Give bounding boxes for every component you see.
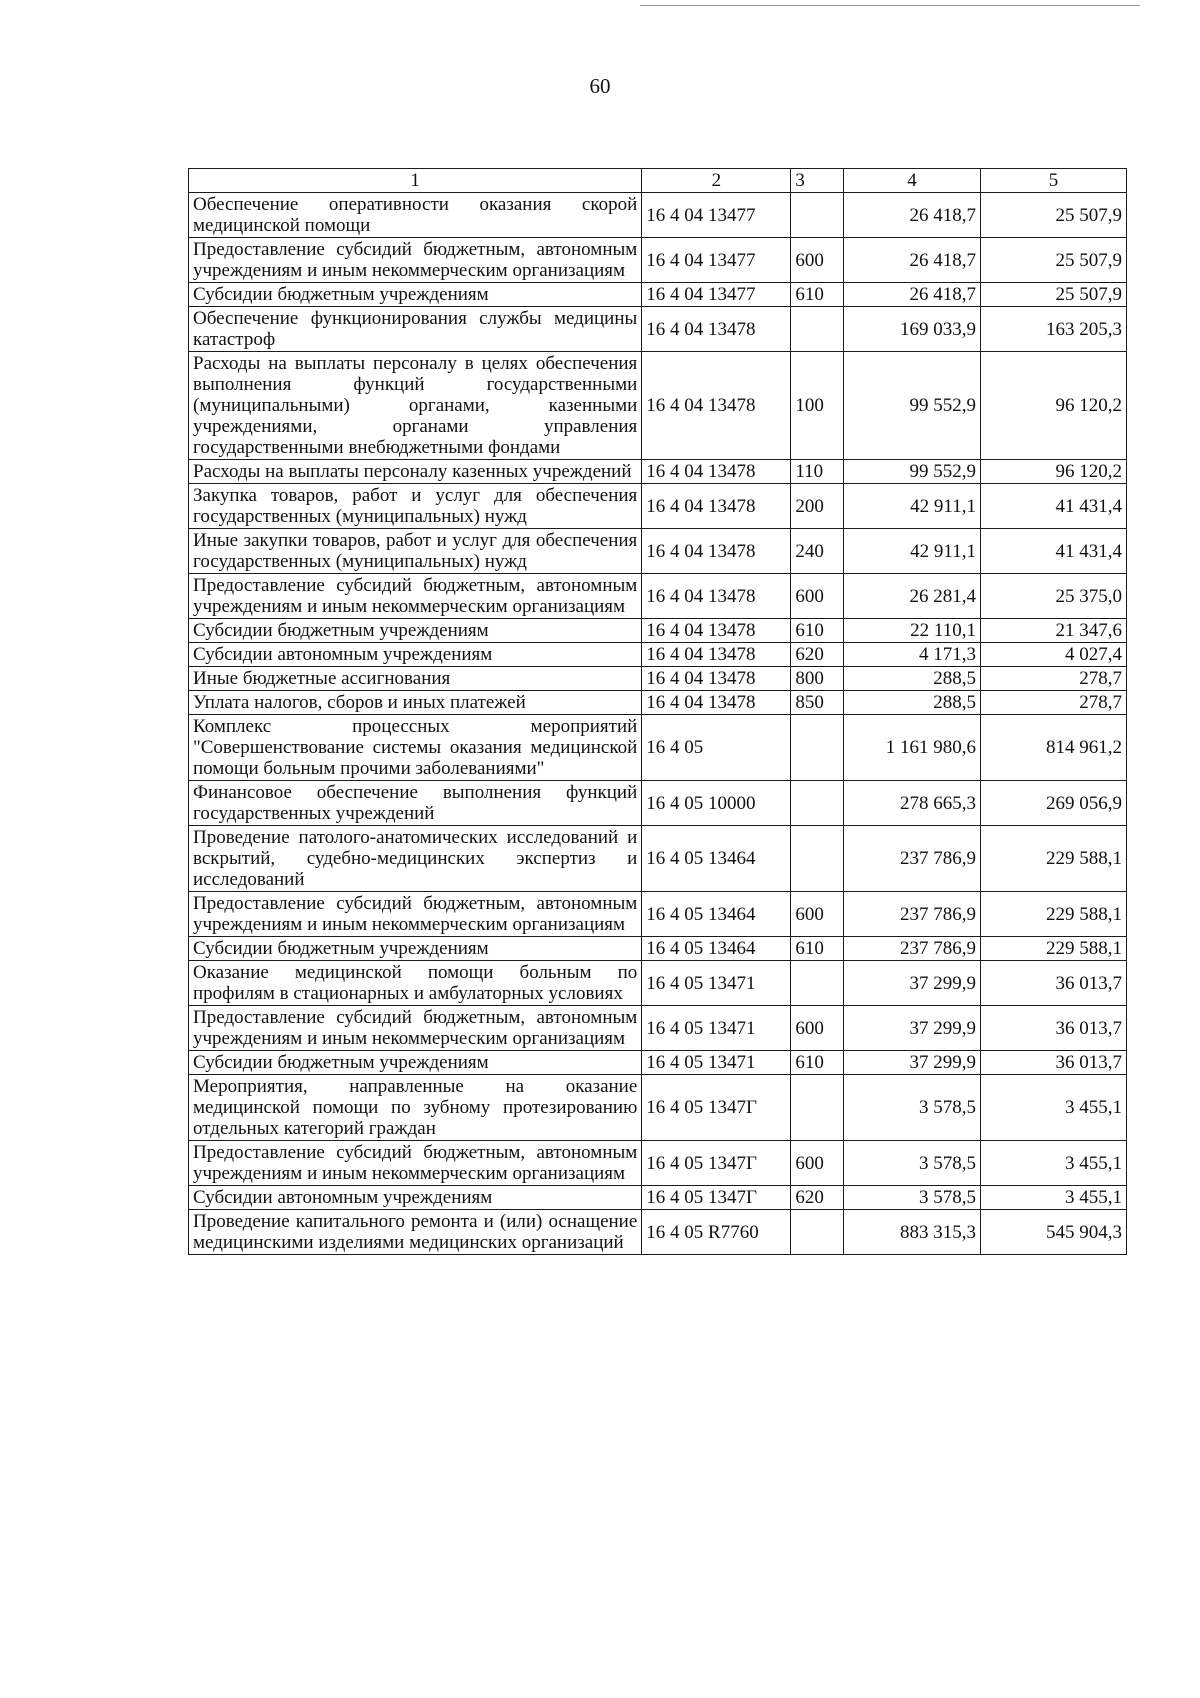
table-row [189,238,1127,283]
target-code: 16 4 05 1347Г [642,1075,791,1141]
expense-type: 600 [791,574,844,619]
target-code: 16 4 05 13471 [642,1006,791,1051]
expense-type [791,1075,844,1141]
expense-type [791,781,844,826]
amount-col-4: 278 665,3 [844,781,981,826]
table-row [189,643,1127,667]
target-code: 16 4 05 13471 [642,1051,791,1075]
item-name: Предоставление субсидий бюджетным, автономным учреждениям и иным некоммерческим организациям [189,1006,642,1051]
table-row [189,961,1127,1006]
amount-col-4: 237 786,9 [844,937,981,961]
amount-col-5: 3 455,1 [980,1141,1126,1186]
amount-col-4: 42 911,1 [844,529,981,574]
table-row [189,892,1127,937]
item-name: Предоставление субсидий бюджетным, автономным учреждениям и иным некоммерческим организациям [189,238,642,283]
expense-type: 620 [791,643,844,667]
amount-col-5: 278,7 [980,691,1126,715]
amount-col-4: 288,5 [844,667,981,691]
item-name: Субсидии бюджетным учреждениям [189,1051,642,1075]
expense-type [791,961,844,1006]
expense-type: 110 [791,460,844,484]
amount-col-4: 26 418,7 [844,193,981,238]
table-row [189,1075,1127,1141]
expense-type: 610 [791,619,844,643]
expense-type: 600 [791,1006,844,1051]
table-row [189,352,1127,460]
target-code: 16 4 04 13478 [642,307,791,352]
item-name: Проведение капитального ремонта и (или) оснащение медицинскими изделиями медицинских организаций [189,1210,642,1255]
target-code: 16 4 05 13464 [642,826,791,892]
target-code: 16 4 05 10000 [642,781,791,826]
item-name: Оказание медицинской помощи больным по профилям в стационарных и амбулаторных условиях [189,961,642,1006]
page-number: 60 [589,74,611,98]
expense-type: 610 [791,283,844,307]
amount-col-4: 26 281,4 [844,574,981,619]
column-header-5: 5 [980,169,1126,193]
table-row [189,691,1127,715]
item-name: Расходы на выплаты персоналу казенных учреждений [189,460,642,484]
table-row [189,1006,1127,1051]
expense-type: 240 [791,529,844,574]
amount-col-5: 36 013,7 [980,961,1126,1006]
item-name: Расходы на выплаты персоналу в целях обеспечения выполнения функций государственными (муниципальными) органами, казенными учреждениями, органами управления государственными внебюджетными фондами [189,352,642,460]
target-code: 16 4 05 [642,715,791,781]
item-name: Субсидии бюджетным учреждениям [189,283,642,307]
table-row [189,715,1127,781]
target-code: 16 4 04 13478 [642,352,791,460]
target-code: 16 4 05 13464 [642,937,791,961]
column-header-2: 2 [642,169,791,193]
amount-col-4: 37 299,9 [844,1006,981,1051]
target-code: 16 4 04 13478 [642,484,791,529]
table-row [189,781,1127,826]
expense-type: 200 [791,484,844,529]
expense-type: 620 [791,1186,844,1210]
target-code: 16 4 04 13477 [642,238,791,283]
amount-col-4: 237 786,9 [844,892,981,937]
item-name: Обеспечение оперативности оказания скорой медицинской помощи [189,193,642,238]
item-name: Обеспечение функционирования службы медицины катастроф [189,307,642,352]
amount-col-4: 99 552,9 [844,352,981,460]
table-body [189,193,1127,1255]
amount-col-5: 21 347,6 [980,619,1126,643]
expense-type: 600 [791,892,844,937]
column-header-1: 1 [189,169,642,193]
expense-type: 610 [791,937,844,961]
item-name: Уплата налогов, сборов и иных платежей [189,691,642,715]
amount-col-4: 22 110,1 [844,619,981,643]
item-name: Финансовое обеспечение выполнения функций государственных учреждений [189,781,642,826]
amount-col-4: 883 315,3 [844,1210,981,1255]
expense-type: 800 [791,667,844,691]
expense-type [791,826,844,892]
column-header-3: 3 [791,169,844,193]
amount-col-5: 41 431,4 [980,484,1126,529]
table-row [189,529,1127,574]
item-name: Мероприятия, направленные на оказание медицинской помощи по зубному протезированию отдельных категорий граждан [189,1075,642,1141]
target-code: 16 4 04 13478 [642,460,791,484]
item-name: Субсидии бюджетным учреждениям [189,937,642,961]
target-code: 16 4 04 13478 [642,529,791,574]
table-row [189,937,1127,961]
amount-col-5: 96 120,2 [980,460,1126,484]
amount-col-5: 36 013,7 [980,1051,1126,1075]
amount-col-4: 3 578,5 [844,1075,981,1141]
target-code: 16 4 05 1347Г [642,1141,791,1186]
amount-col-4: 237 786,9 [844,826,981,892]
amount-col-5: 25 507,9 [980,193,1126,238]
item-name: Закупка товаров, работ и услуг для обеспечения государственных (муниципальных) нужд [189,484,642,529]
item-name: Субсидии автономным учреждениям [189,643,642,667]
amount-col-5: 229 588,1 [980,826,1126,892]
amount-col-5: 3 455,1 [980,1186,1126,1210]
item-name: Субсидии бюджетным учреждениям [189,619,642,643]
table-row [189,460,1127,484]
amount-col-5: 269 056,9 [980,781,1126,826]
table-row [189,574,1127,619]
amount-col-5: 814 961,2 [980,715,1126,781]
target-code: 16 4 05 13471 [642,961,791,1006]
amount-col-5: 4 027,4 [980,643,1126,667]
expense-type: 600 [791,238,844,283]
budget-table [188,168,1127,1255]
expense-type: 600 [791,1141,844,1186]
amount-col-4: 26 418,7 [844,238,981,283]
target-code: 16 4 04 13477 [642,193,791,238]
amount-col-4: 26 418,7 [844,283,981,307]
item-name: Предоставление субсидий бюджетным, автономным учреждениям и иным некоммерческим организациям [189,574,642,619]
amount-col-5: 41 431,4 [980,529,1126,574]
table-row [189,667,1127,691]
amount-col-4: 3 578,5 [844,1186,981,1210]
amount-col-5: 25 507,9 [980,238,1126,283]
item-name: Предоставление субсидий бюджетным, автономным учреждениям и иным некоммерческим организациям [189,892,642,937]
table-row [189,1141,1127,1186]
target-code: 16 4 04 13478 [642,574,791,619]
target-code: 16 4 05 R7760 [642,1210,791,1255]
table-row [189,619,1127,643]
table-row [189,1210,1127,1255]
item-name: Субсидии автономным учреждениям [189,1186,642,1210]
amount-col-5: 25 375,0 [980,574,1126,619]
item-name: Иные бюджетные ассигнования [189,667,642,691]
target-code: 16 4 04 13477 [642,283,791,307]
table-row [189,1186,1127,1210]
target-code: 16 4 05 1347Г [642,1186,791,1210]
amount-col-5: 545 904,3 [980,1210,1126,1255]
expense-type: 850 [791,691,844,715]
amount-col-4: 4 171,3 [844,643,981,667]
amount-col-4: 3 578,5 [844,1141,981,1186]
column-header-4: 4 [844,169,981,193]
amount-col-5: 278,7 [980,667,1126,691]
amount-col-4: 42 911,1 [844,484,981,529]
amount-col-5: 96 120,2 [980,352,1126,460]
scan-edge-line [640,5,1140,6]
amount-col-4: 99 552,9 [844,460,981,484]
target-code: 16 4 05 13464 [642,892,791,937]
expense-type: 100 [791,352,844,460]
amount-col-5: 3 455,1 [980,1075,1126,1141]
amount-col-4: 37 299,9 [844,1051,981,1075]
amount-col-5: 36 013,7 [980,1006,1126,1051]
expense-type [791,715,844,781]
table-row [189,484,1127,529]
item-name: Предоставление субсидий бюджетным, автономным учреждениям и иным некоммерческим организациям [189,1141,642,1186]
amount-col-5: 163 205,3 [980,307,1126,352]
table-header-row [189,169,1127,193]
amount-col-4: 288,5 [844,691,981,715]
amount-col-4: 37 299,9 [844,961,981,1006]
table-row [189,193,1127,238]
expense-type [791,307,844,352]
amount-col-4: 1 161 980,6 [844,715,981,781]
amount-col-5: 229 588,1 [980,937,1126,961]
table-row [189,826,1127,892]
expense-type [791,193,844,238]
item-name: Проведение патолого-анатомических исследований и вскрытий, судебно-медицинских экспертиз и исследований [189,826,642,892]
expense-type [791,1210,844,1255]
table-row [189,307,1127,352]
amount-col-4: 169 033,9 [844,307,981,352]
table-row [189,1051,1127,1075]
table-row [189,283,1127,307]
target-code: 16 4 04 13478 [642,691,791,715]
amount-col-5: 229 588,1 [980,892,1126,937]
item-name: Комплекс процессных мероприятий "Совершенствование системы оказания медицинской помощи больным прочими заболеваниями" [189,715,642,781]
expense-type: 610 [791,1051,844,1075]
target-code: 16 4 04 13478 [642,619,791,643]
target-code: 16 4 04 13478 [642,667,791,691]
amount-col-5: 25 507,9 [980,283,1126,307]
item-name: Иные закупки товаров, работ и услуг для обеспечения государственных (муниципальных) нужд [189,529,642,574]
target-code: 16 4 04 13478 [642,643,791,667]
